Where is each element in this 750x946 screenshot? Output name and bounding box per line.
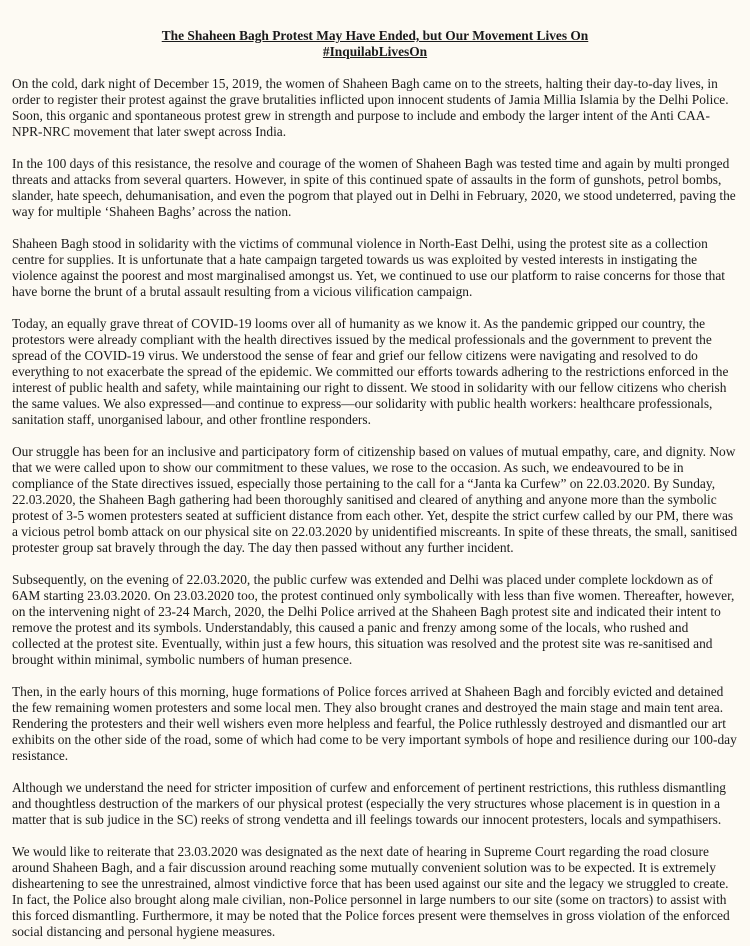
title-line-1: The Shaheen Bagh Protest May Have Ended, but Our Movement Lives On bbox=[161, 28, 589, 43]
paragraph-6: Subsequently, on the evening of 22.03.2020, the public curfew was extended and Delhi was placed under complete lockdown as of 6AM starting 23.03.2020. On 23.03.2020 too, the protest continued only symbolically with less than five women. Thereafter, however, on the intervening night of 23-24 March, 2020, the Delhi Police arrived at the Shaheen Bagh protest site and indicated their intent to remove the protest and its symbols. Understandably, this caused a panic and frenzy among some of the locals, who rushed and collected at the protest site. Eventually, within just a few hours, this situation was resolved and the protest site was re-sanitised and brought within minimal, symbolic numbers of human presence. bbox=[12, 572, 735, 667]
paragraph-7: Then, in the early hours of this morning, huge formations of Police forces arrived at Shaheen Bagh and forcibly evicted and detained the few remaining women protesters and some local men. They also brought cranes and destroyed the main stage and main tent area. Rendering the protesters and their well wishers even more helpless and fearful, the Police ruthlessly destroyed and dismantled our art exhibits on the other side of the road, some of which had come to be very important symbols of hope and resilience during our 100-day resistance. bbox=[12, 684, 737, 763]
document-body bbox=[12, 76, 738, 940]
paragraph-9: We would like to reiterate that 23.03.2020 was designated as the next date of hearing in Supreme Court regarding the road closure around Shaheen Bagh, and a fair discussion around reaching some mutually convenient solution was to be expected. It is extremely disheartening to see the unrestrained, almost vindictive force that has been used against our site and the legacy we struggled to create. In fact, the Police also brought along male civilian, non-Police personnel in large numbers to our site (some on tractors) to assist with this forced dismantling. Furthermore, it may be noted that the Police forces present were themselves in gross violation of the enforced social distancing and personal hygiene measures. bbox=[12, 844, 730, 939]
document-title bbox=[12, 28, 738, 60]
paragraph-3: Shaheen Bagh stood in solidarity with the victims of communal violence in North-East Delhi, using the protest site as a collection centre for supplies. It is unfortunate that a hate campaign targeted towards us was exploited by vested interests in instigating the violence against the poorest and most marginalised amongst us. Yet, we continued to use our platform to raise concerns for those that have borne the brunt of a brutal assault resulting from a vicious vilification campaign. bbox=[12, 236, 726, 299]
paragraph-8: Although we understand the need for stricter imposition of curfew and enforcement of pertinent restrictions, this ruthless dismantling and thoughtless destruction of the markers of our physical protest (especially the very structures whose placement is in question in a matter that is sub judice in the SC) reeks of strong vendetta and ill feelings towards our innocent protesters, locals and sympathisers. bbox=[12, 780, 726, 827]
paragraph-1: On the cold, dark night of December 15, 2019, the women of Shaheen Bagh came on to the streets, halting their day-to-day lives, in order to register their protest against the grave brutalities inflicted upon innocent students of Jamia Millia Islamia by the Delhi Police. Soon, this organic and spontaneous protest grew in strength and purpose to include and embody the larger intent of the Anti CAA-NPR-NRC movement that later swept across India. bbox=[12, 76, 729, 139]
title-hashtag: #InquilabLivesOn bbox=[322, 44, 428, 59]
paragraph-4: Today, an equally grave threat of COVID-19 looms over all of humanity as we know it. As the pandemic gripped our country, the protestors were already compliant with the health directives issued by the medical professionals and the government to prevent the spread of the COVID-19 virus. We understood the sense of fear and grief our fellow citizens were navigating and resolved to do everything to not exacerbate the spread of the epidemic. We committed our efforts towards adhering to the restrictions enforced in the interest of public health and safety, while maintaining our right to dissent. We stood in solidarity with our fellow citizens who cherish the same values. We also expressed—and continue to express—our solidarity with public health workers: healthcare professionals, sanitation staff, unorganised labour, and other frontline responders. bbox=[12, 316, 729, 427]
paragraph-2: In the 100 days of this resistance, the resolve and courage of the women of Shaheen Bagh was tested time and again by multi pronged threats and attacks from several quarters. However, in spite of this continued spate of assaults in the form of gunshots, petrol bombs, slander, hate speech, dehumanisation, and even the pogrom that played out in Delhi in February, 2020, we stood undeterred, paving the way for multiple ‘Shaheen Baghs’ across the nation. bbox=[12, 156, 736, 219]
paragraph-5: Our struggle has been for an inclusive and participatory form of citizenship based on values of mutual empathy, care, and dignity. Now that we were called upon to show our commitment to these values, we rose to the occasion. As such, we endeavoured to be in compliance of the State directives issued, especially those pertaining to the call for a “Janta ka Curfew” on 22.03.2020. By Sunday, 22.03.2020, the Shaheen Bagh gathering had been thoroughly sanitised and cleared of anything and anyone more than the symbolic protest of 3-5 women protesters seated at sufficient distance from each other. Yet, despite the strict curfew called by our PM, there was a vicious petrol bomb attack on our physical site on 22.03.2020 by unidentified miscreants. In spite of these threats, the small, sanitised protester group sat bravely through the day. The day then passed without any further incident. bbox=[12, 444, 738, 555]
